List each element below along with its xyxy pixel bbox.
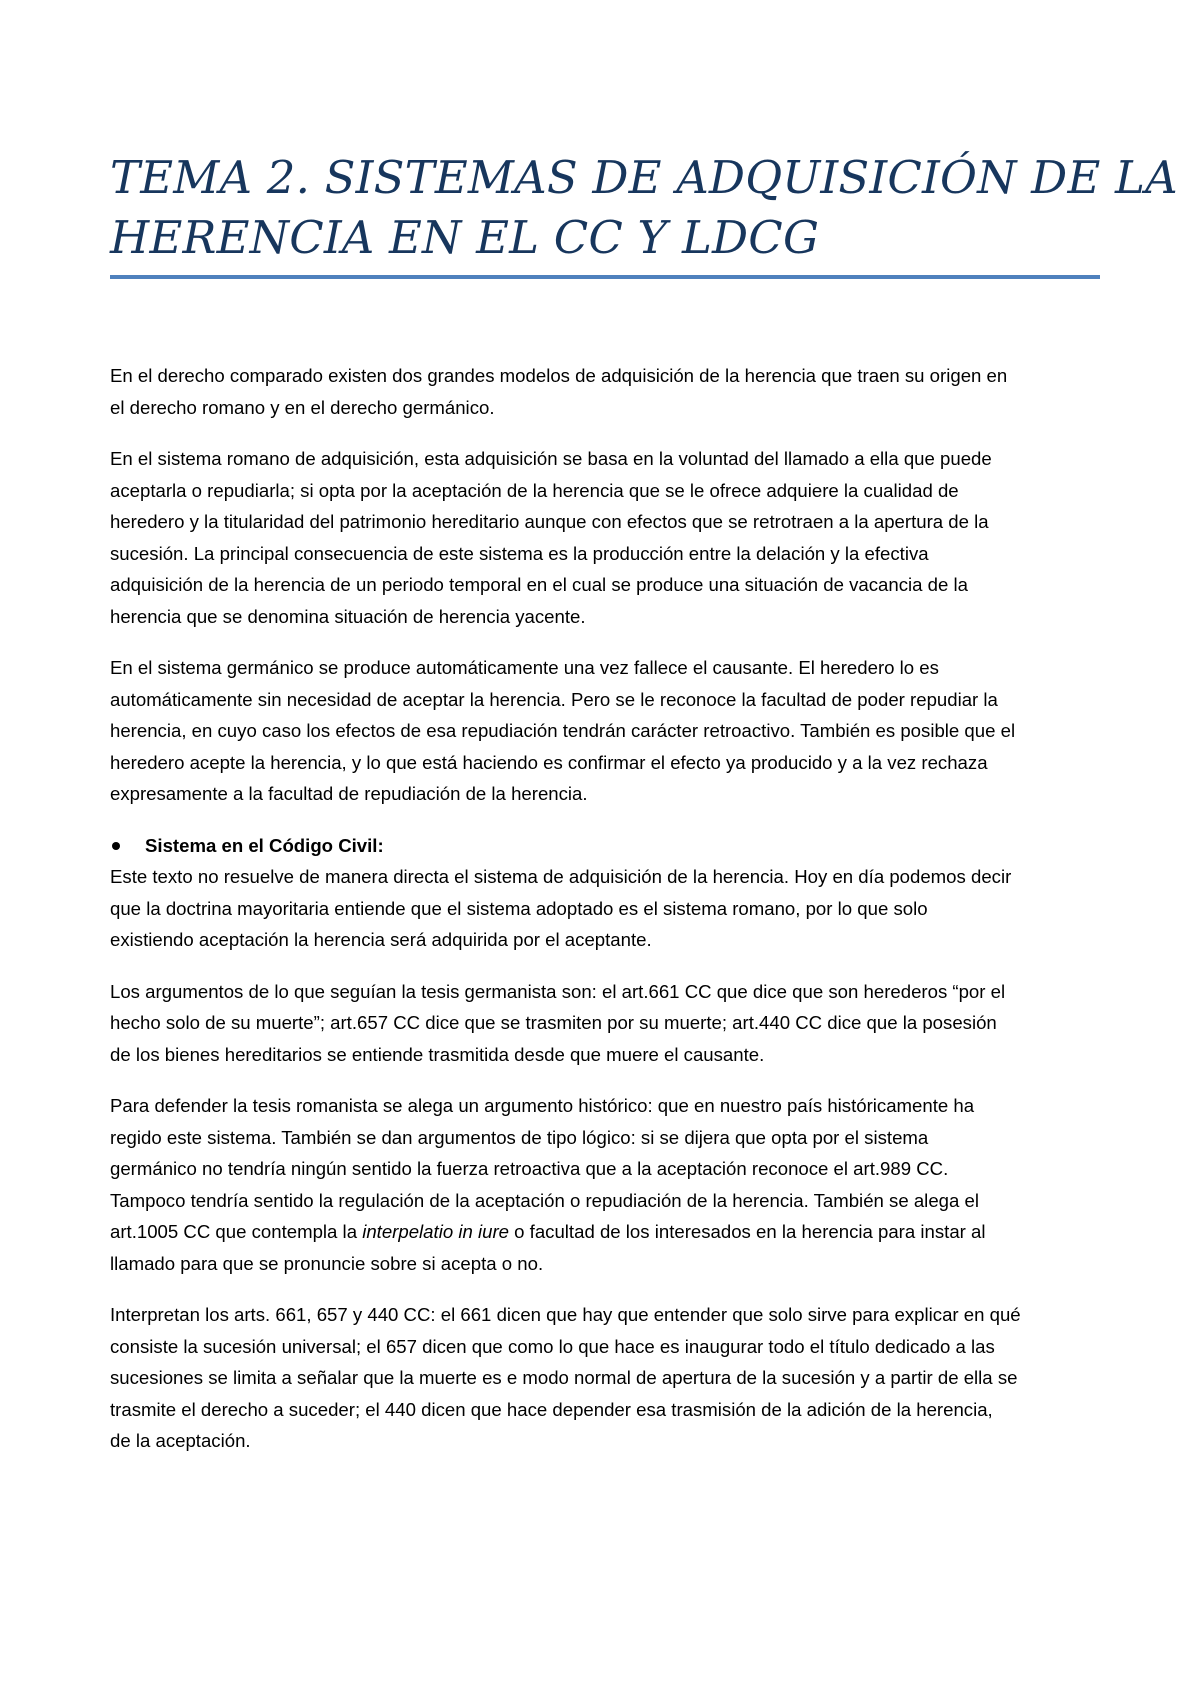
text-line: germánico no tendría ningún sentido la fuerza retroactiva que a la aceptación reconoce el art.989 CC. <box>110 1158 949 1179</box>
text-line: En el sistema germánico se produce automáticamente una vez fallece el causante. El heredero lo es <box>110 657 939 678</box>
text-line: En el sistema romano de adquisición, esta adquisición se basa en la voluntad del llamado a ella que puede <box>110 448 992 469</box>
section-heading-label: Sistema en el Código Civil: <box>145 834 384 856</box>
text-segment: art.1005 CC que contempla la <box>110 1221 363 1242</box>
document-body <box>110 360 1100 1477</box>
text-line: existiendo aceptación la herencia será adquirida por el aceptante. <box>110 929 652 950</box>
paragraph-intro <box>110 360 1100 423</box>
text-line: Interpretan los arts. 661, 657 y 440 CC: el 661 dicen que hay que entender que solo sirve para explicar en qué <box>110 1304 1021 1325</box>
text-line: En el derecho comparado existen dos grandes modelos de adquisición de la herencia que traen su origen en <box>110 365 1008 386</box>
text-line: de los bienes hereditarios se entiende trasmitida desde que muere el causante. <box>110 1043 765 1065</box>
text-line: Para defender la tesis romanista se alega un argumento histórico: que en nuestro país históricamente ha <box>110 1095 975 1116</box>
paragraph-interpretacion <box>110 1299 1100 1457</box>
text-line: el derecho romano y en el derecho germánico. <box>110 396 495 418</box>
title-line: HERENCIA EN EL CC Y LDCG <box>110 211 820 264</box>
text-segment: o facultad de los interesados en la herencia para instar al <box>508 1221 986 1242</box>
text-line-with-italic <box>110 1216 1100 1248</box>
document-title <box>110 148 1178 268</box>
text-line: expresamente a la facultad de repudiación de la herencia. <box>110 783 588 804</box>
paragraph-tesis-germanista <box>110 976 1100 1071</box>
text-line: consiste la sucesión universal; el 657 dicen que como lo que hace es inaugurar todo el título dedicado a las <box>110 1335 995 1357</box>
text-line: Los argumentos de lo que seguían la tesis germanista son: el art.661 CC que dice que son herederos “por el <box>110 980 1006 1002</box>
text-line: adquisición de la herencia de un periodo temporal en el cual se produce una situación de vacancia de la <box>110 574 968 595</box>
text-line: de la aceptación. <box>110 1430 251 1451</box>
text-line: hecho solo de su muerte”; art.657 CC dice que se trasmiten por su muerte; art.440 CC dice que la posesión <box>110 1012 997 1033</box>
section-heading <box>110 830 1100 862</box>
text-line: regido este sistema. También se dan argumentos de tipo lógico: si se dijera que opta por el sistema <box>110 1126 929 1148</box>
paragraph-sistema-germanico <box>110 652 1100 810</box>
text-line: sucesión. La principal consecuencia de este sistema es la producción entre la delación y la efectiva <box>110 542 929 564</box>
text-line: aceptarla o repudiarla; si opta por la aceptación de la herencia que se le ofrece adquiere la cualidad de <box>110 479 959 501</box>
text-line: Tampoco tendría sentido la regulación de la aceptación o repudiación de la herencia. También se alega el <box>110 1189 979 1211</box>
text-line: Este texto no resuelve de manera directa el sistema de adquisición de la herencia. Hoy en día podemos decir <box>110 866 1012 887</box>
text-line: herencia que se denomina situación de herencia yacente. <box>110 605 586 627</box>
text-line: heredero y la titularidad del patrimonio hereditario aunque con efectos que se retrotraen a la apertura de la <box>110 511 989 532</box>
text-line: trasmite el derecho a suceder; el 440 dicen que hace depender esa trasmisión de la adición de la herencia, <box>110 1398 993 1420</box>
text-line: llamado para que se pronuncie sobre si acepta o no. <box>110 1252 544 1274</box>
text-line: heredero acepte la herencia, y lo que está haciendo es confirmar el efecto ya producido y a la vez rechaza <box>110 751 988 773</box>
text-line: sucesiones se limita a señalar que la muerte es e modo normal de apertura de la sucesión y a partir de ella se <box>110 1367 1018 1388</box>
latin-term: interpelatio in iure <box>362 1221 509 1242</box>
paragraph-sistema-romano <box>110 443 1100 632</box>
text-line: herencia, en cuyo caso los efectos de esa repudiación tendrán carácter retroactivo. También es posible que el <box>110 720 1016 741</box>
paragraph-tesis-romanista <box>110 1090 1100 1279</box>
bullet-icon <box>112 842 120 850</box>
text-line: que la doctrina mayoritaria entiende que el sistema adoptado es el sistema romano, por lo que solo <box>110 897 928 919</box>
section-codigo-civil <box>110 830 1100 956</box>
title-underline-rule <box>110 275 1100 279</box>
text-line: automáticamente sin necesidad de aceptar la herencia. Pero se le reconoce la facultad de poder repudiar la <box>110 688 998 710</box>
title-line: TEMA 2. SISTEMAS DE ADQUISICIÓN DE LA <box>110 151 1178 204</box>
